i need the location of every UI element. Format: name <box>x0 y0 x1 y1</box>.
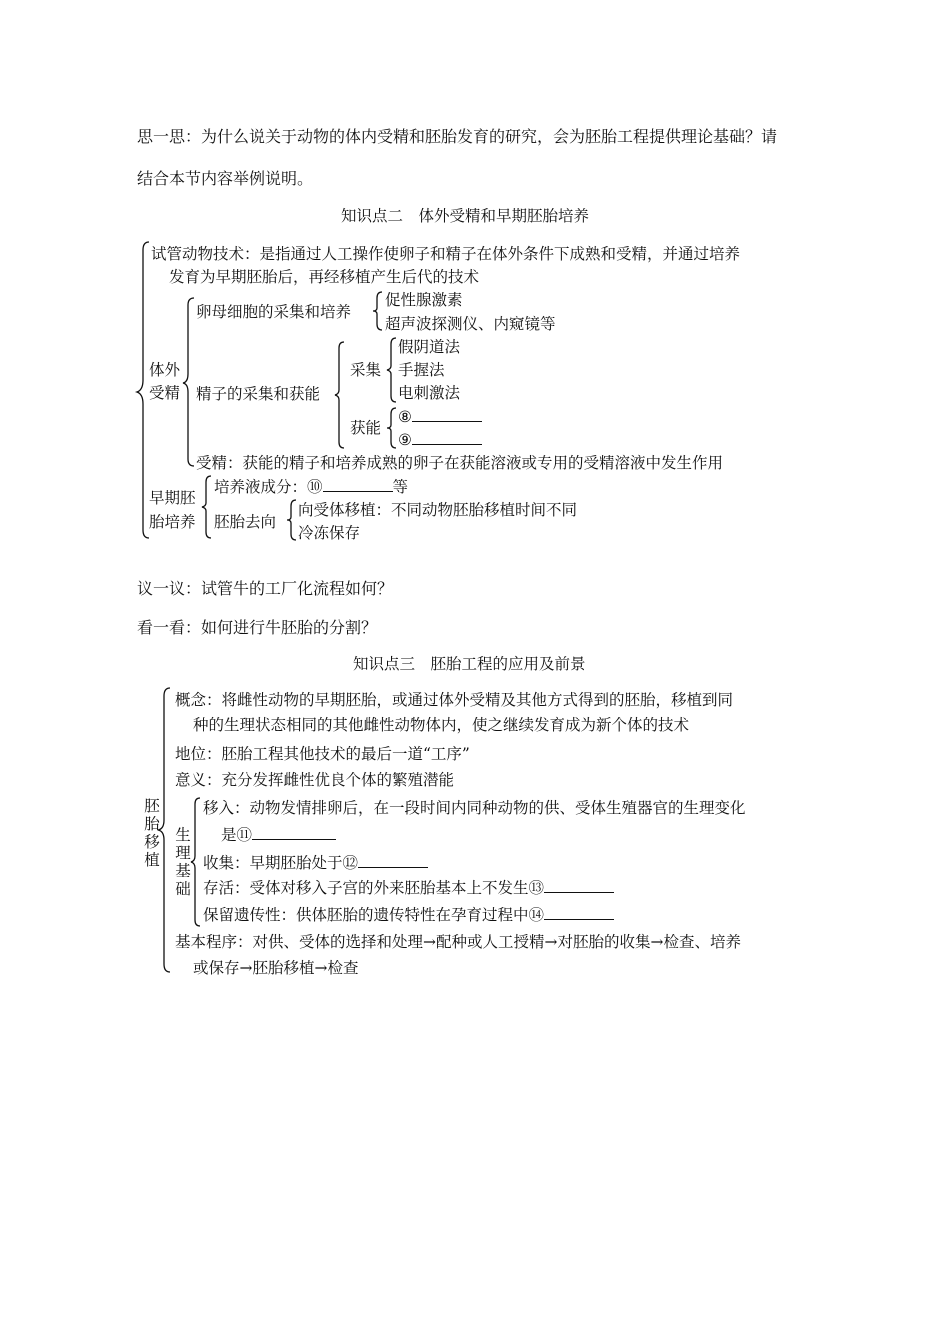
capacitate-item-9: ⑨ <box>398 430 482 450</box>
fate-item-1: 向受体移植：不同动物胚胎移植时间不同 <box>298 501 578 519</box>
capacitate-brace <box>386 406 398 450</box>
capacitate-label: 获能 <box>350 419 382 437</box>
concept-line2: 种的生理状态相同的其他雌性动物体内，使之继续发育成为新个体的技术 <box>193 716 690 734</box>
transfer-line1: 移入：动物发情排卵后，在一段时间内同种动物的供、受体生殖器官的生理变化 <box>203 799 746 817</box>
ivf-brace <box>182 296 196 468</box>
embryo-fate: 胚胎去向 <box>214 513 277 531</box>
culture-medium: 培养液成分：⑩ 等 <box>214 478 409 496</box>
concept-line1: 概念：将雌性动物的早期胚胎，或通过体外受精及其他方式得到的胚胎，移植到同 <box>175 691 734 709</box>
heredity: 保留遗传性：供体胚胎的遗传特性在孕育过程中⑭ <box>203 905 614 925</box>
blank-10 <box>323 477 393 492</box>
embryo-transfer-label: 胚胎移植 <box>144 797 160 869</box>
sperm-brace <box>334 340 346 450</box>
collect-item-2: 手握法 <box>398 361 445 379</box>
transfer-line2: 是⑪ <box>221 825 336 845</box>
blank-11 <box>252 825 336 840</box>
embryo-fate-brace <box>286 498 298 542</box>
think-line-2: 结合本节内容举例说明。 <box>137 169 314 188</box>
collect-label: 采集 <box>350 361 382 379</box>
collect-item-1: 假阴道法 <box>398 338 461 356</box>
collect-brace <box>386 336 398 404</box>
kp3-main-brace <box>157 686 173 974</box>
collection: 收集：早期胚胎处于⑫ <box>203 853 428 873</box>
ivf-label-1: 体外 <box>149 361 181 379</box>
status: 地位：胚胎工程其他技术的最后一道“工序” <box>175 745 470 763</box>
blank-13 <box>544 878 614 893</box>
sperm-collection: 精子的采集和获能 <box>196 385 321 403</box>
early-culture-label-1: 早期胚 <box>149 489 196 507</box>
egg-item-2: 超声波探测仪、内窥镜等 <box>385 315 556 333</box>
blank-9 <box>412 430 482 445</box>
test-tube-def-line2: 发育为早期胚胎后，再经移植产生后代的技术 <box>169 268 480 286</box>
procedure-line1: 基本程序：对供、受体的选择和处理→配种或人工授精→对胚胎的收集→检查、培养 <box>175 933 741 951</box>
procedure-line2: 或保存→胚胎移植→检查 <box>193 959 359 977</box>
ivf-label-2: 受精 <box>149 384 181 402</box>
capacitate-item-8: ⑧ <box>398 407 482 427</box>
survival: 存活：受体对移入子宫的外来胚胎基本上不发生⑬ <box>203 878 614 898</box>
fate-item-2: 冷冻保存 <box>298 524 361 542</box>
egg-collection: 卵母细胞的采集和培养 <box>196 303 352 321</box>
kp2-heading: 知识点二 体外受精和早期胚胎培养 <box>341 207 590 225</box>
egg-item-1: 促性腺激素 <box>385 291 463 309</box>
early-culture-brace <box>201 474 213 540</box>
collect-item-3: 电刺激法 <box>398 384 461 402</box>
egg-brace <box>372 290 384 332</box>
basis-brace <box>190 796 202 928</box>
blank-14 <box>544 905 614 920</box>
test-tube-def-line1: 试管动物技术：是指通过人工操作使卵子和精子在体外条件下成熟和受精，并通过培养 <box>151 245 741 263</box>
kp3-heading: 知识点三 胚胎工程的应用及前景 <box>353 655 586 673</box>
discuss-question: 议一议：试管牛的工厂化流程如何？ <box>137 579 394 598</box>
blank-8 <box>412 407 482 422</box>
early-culture-label-2: 胎培养 <box>149 513 196 531</box>
fertilization: 受精：获能的精子和培养成熟的卵子在获能溶液或专用的受精溶液中发生作用 <box>196 454 724 472</box>
think-line-1: 思一思：为什么说关于动物的体内受精和胚胎发育的研究，会为胚胎工程提供理论基础？请 <box>137 127 778 146</box>
physiological-basis-label: 生理基础 <box>175 826 191 898</box>
blank-12 <box>358 853 428 868</box>
significance: 意义：充分发挥雌性优良个体的繁殖潜能 <box>175 771 455 789</box>
look-question: 看一看：如何进行牛胚胎的分割？ <box>137 618 378 637</box>
